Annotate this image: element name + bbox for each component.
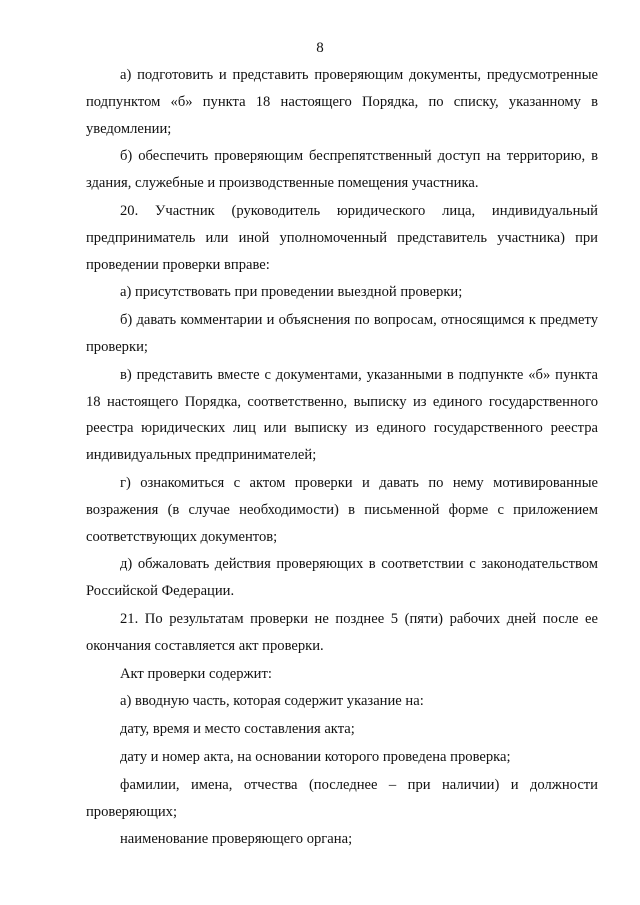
paragraph-d-appeal-actions: д) обжаловать действия проверяющих в соответствии с законодательством Российской Федерации. <box>86 556 598 600</box>
paragraph-act-contains: Акт проверки содержит: <box>120 665 272 682</box>
paragraph-date-time-place: дату, время и место составления акта; <box>120 721 355 738</box>
page-number: 8 <box>316 40 324 56</box>
paragraph-inspecting-body: наименование проверяющего органа; <box>120 831 353 848</box>
paragraph-inspectors-names: фамилии, имена, отчества (последнее – при наличии) и должности проверяющих; <box>86 776 598 820</box>
paragraph-21-inspection-act: 21. По результатам проверки не позднее 5 (пяти) рабочих дней после ее окончания составляется акт проверки. <box>86 610 598 654</box>
paragraph-20-participant-rights: 20. Участник (руководитель юридического лица, индивидуальный предприниматель или иной уполномоченный представитель участника) при проведении проверки вправе: <box>86 202 598 273</box>
paragraph-g-review-act: г) ознакомиться с актом проверки и давать по нему мотивированные возражения (в случае необходимости) в письменной форме с приложением соответствующих документов; <box>86 474 598 545</box>
paragraph-a-prepare-documents: а) подготовить и представить проверяющим документы, предусмотренные подпунктом «б» пункта 18 настоящего Порядка, по списку, указанному в уведомлении; <box>86 67 598 137</box>
paragraph-act-date-number: дату и номер акта, на основании которого проведена проверка; <box>120 748 511 765</box>
paragraph-b-provide-access: б) обеспечить проверяющим беспрепятственный доступ на территорию, в здания, служебные и производственные помещения участника. <box>86 148 598 192</box>
paragraph-a-attend-inspection: а) присутствовать при проведении выездной проверки; <box>120 284 463 301</box>
paragraph-a-introductory-part: а) вводную часть, которая содержит указание на: <box>120 693 424 710</box>
paragraph-v-submit-extract: в) представить вместе с документами, указанными в подпункте «б» пункта 18 настоящего Порядка, соответственно, выписку из единого государственного реестра юридических лиц или выписку из единого государственного реестра индивидуальных предпринимателей; <box>86 366 598 464</box>
paragraph-b-give-comments: б) давать комментарии и объяснения по вопросам, относящимся к предмету проверки; <box>86 312 598 355</box>
document-body <box>86 62 598 853</box>
